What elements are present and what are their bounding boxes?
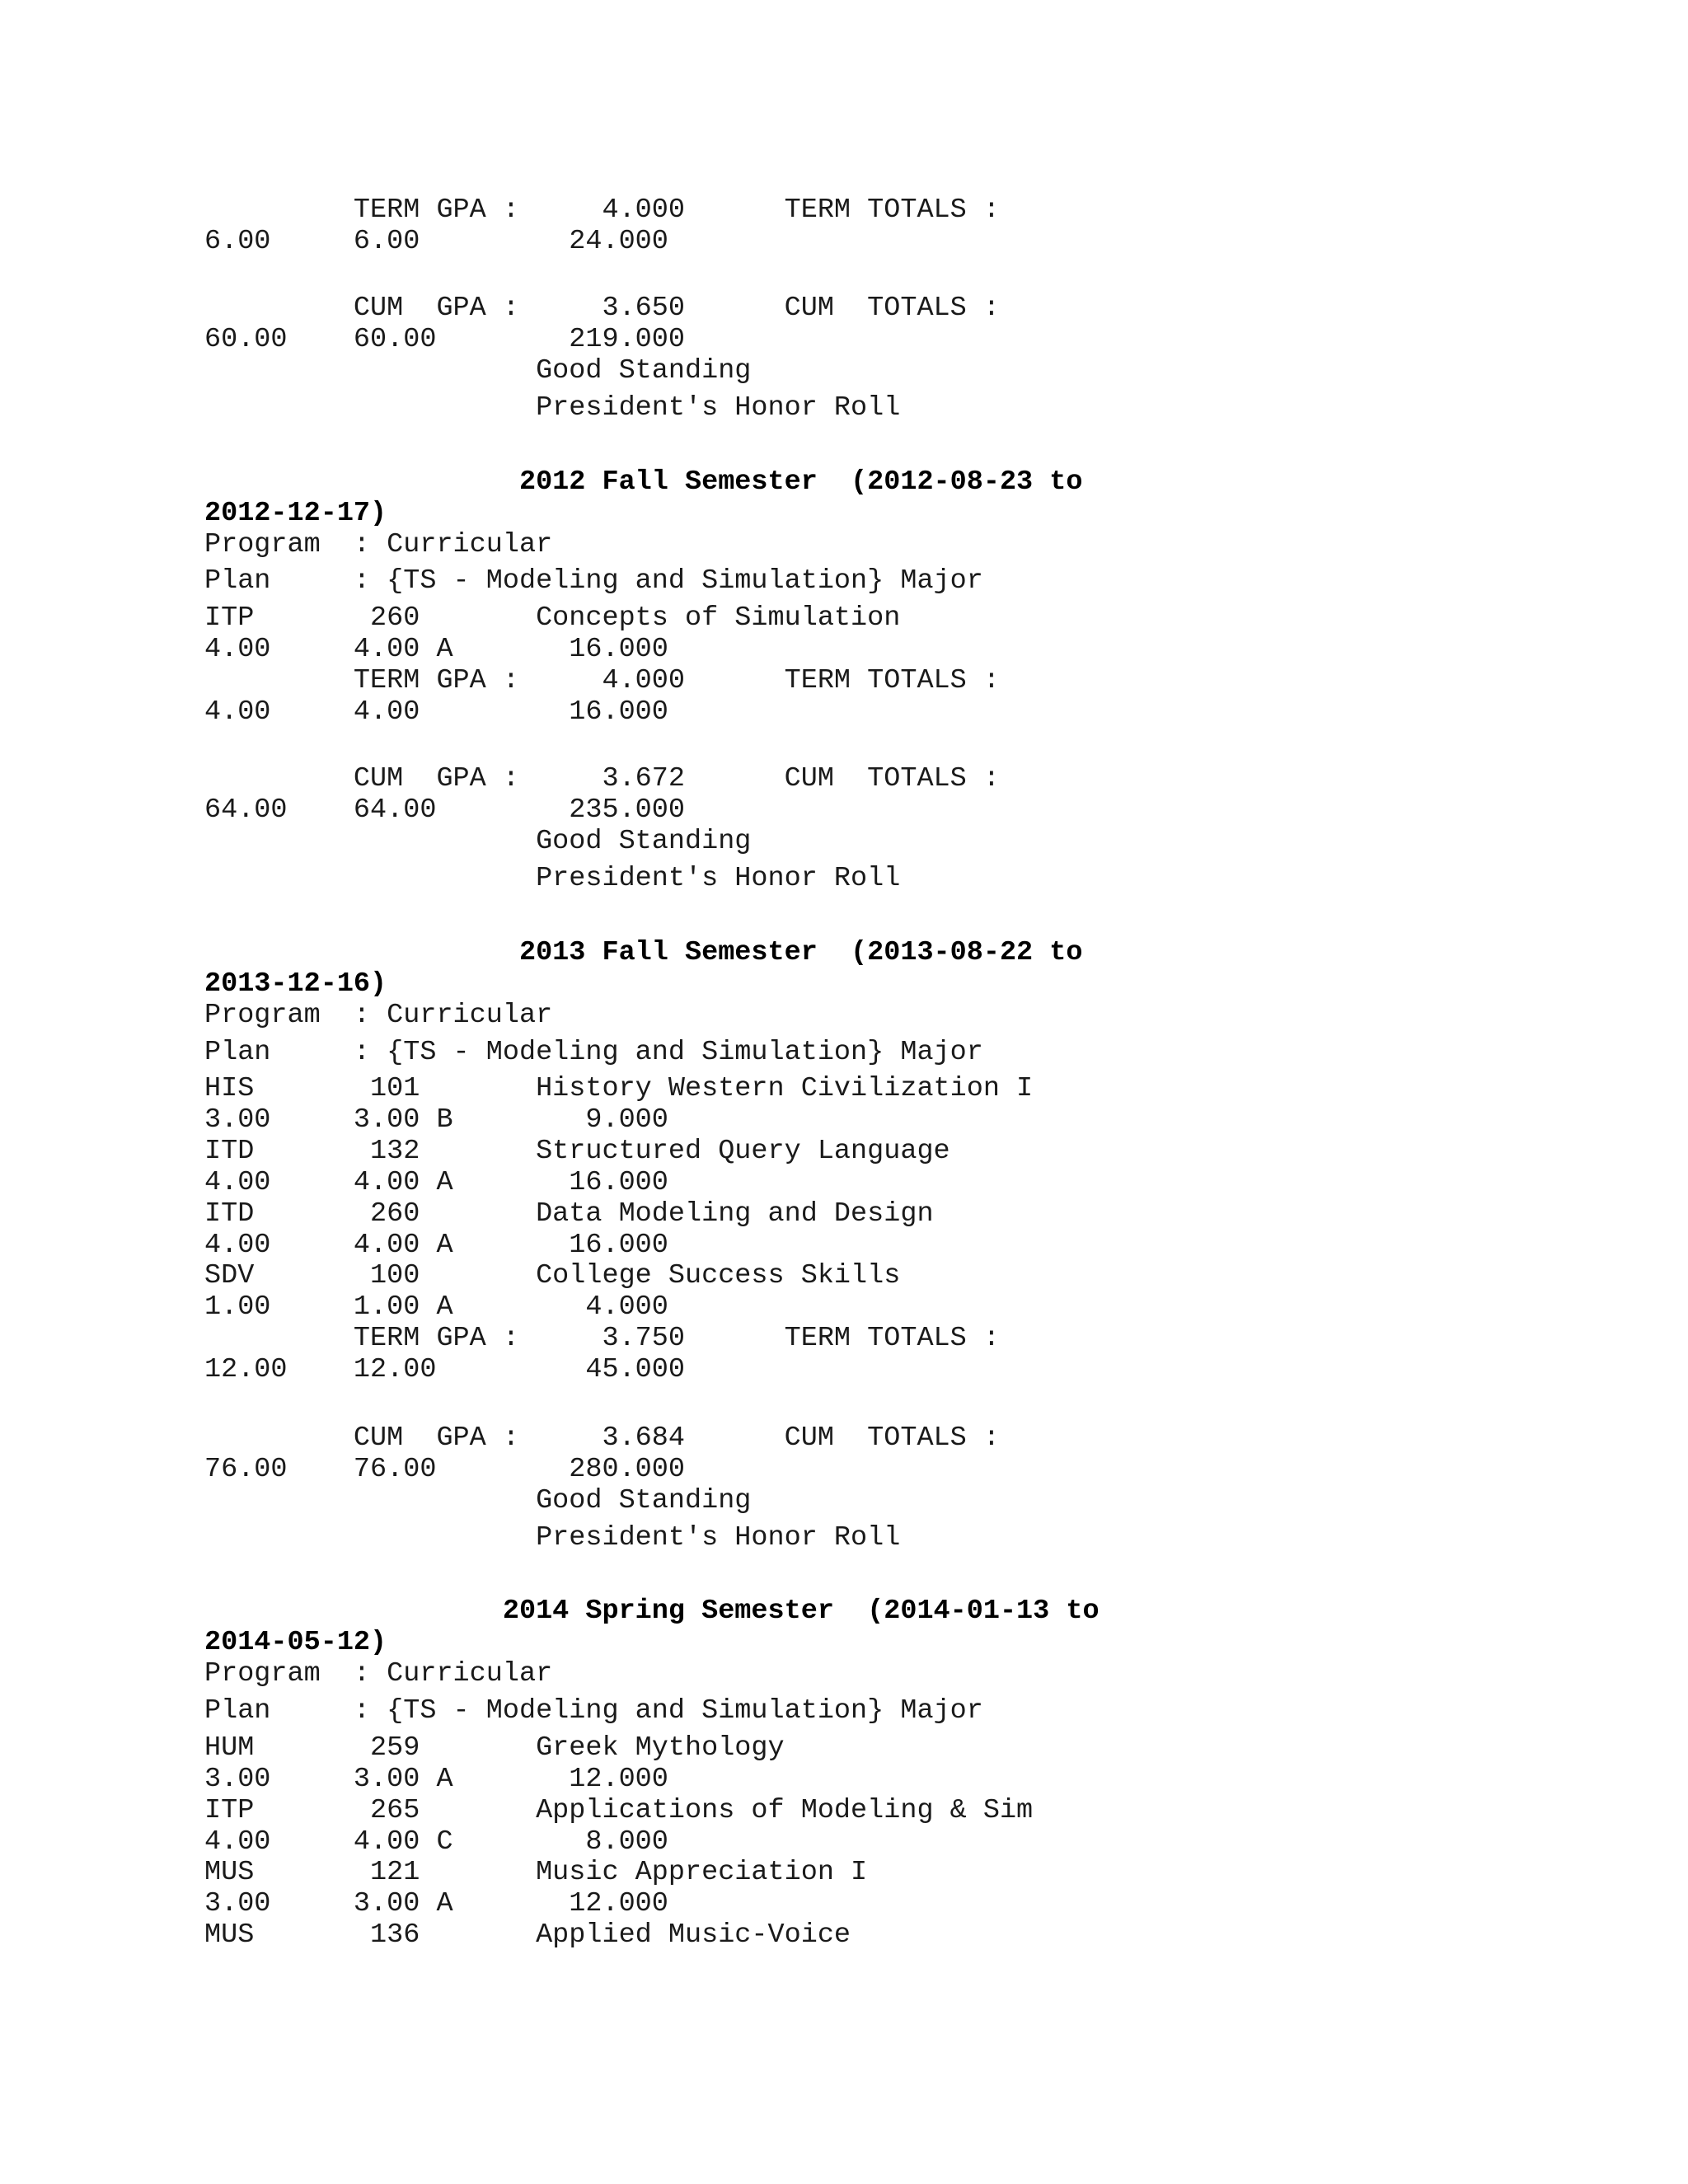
term-totals-values: 4.00 4.00 16.000: [204, 696, 668, 728]
term-heading: 2013 Fall Semester (2013-08-22 to: [204, 937, 1083, 968]
term-heading: 2012 Fall Semester (2012-08-23 to: [204, 466, 1083, 498]
term-totals-values: 12.00 12.00 45.000: [204, 1354, 685, 1385]
standing-line: Good Standing: [204, 1485, 752, 1516]
course-line: HIS 101 History Western Civilization I: [204, 1073, 1034, 1104]
term-gpa-line: TERM GPA : 4.000 TERM TOTALS :: [204, 194, 1000, 226]
cum-totals-values: 60.00 60.00 219.000: [204, 324, 685, 355]
course-line: SDV 100 College Success Skills: [204, 1260, 901, 1291]
term-heading: 2014 Spring Semester (2014-01-13 to: [204, 1596, 1100, 1627]
cum-totals-values: 64.00 64.00 235.000: [204, 794, 685, 826]
term-gpa-line: TERM GPA : 4.000 TERM TOTALS :: [204, 665, 1000, 696]
course-line: ITP 265 Applications of Modeling & Sim: [204, 1795, 1034, 1826]
honor-line: President's Honor Roll: [204, 392, 901, 424]
program-line: Program : Curricular: [204, 529, 553, 560]
course-grade-line: 3.00 3.00 B 9.000: [204, 1104, 668, 1136]
program-line: Program : Curricular: [204, 1658, 553, 1690]
course-grade-line: 4.00 4.00 A 16.000: [204, 1230, 668, 1261]
cum-gpa-line: CUM GPA : 3.684 CUM TOTALS :: [204, 1422, 1000, 1454]
course-grade-line: 4.00 4.00 A 16.000: [204, 1167, 668, 1198]
course-grade-line: 4.00 4.00 A 16.000: [204, 634, 668, 665]
term-heading-end-date: 2014-05-12): [204, 1627, 387, 1658]
plan-line: Plan : {TS - Modeling and Simulation} Major: [204, 1037, 983, 1068]
honor-line: President's Honor Roll: [204, 863, 901, 894]
term-heading-end-date: 2012-12-17): [204, 498, 387, 529]
course-grade-line: 3.00 3.00 A 12.000: [204, 1888, 668, 1919]
standing-line: Good Standing: [204, 355, 752, 387]
course-grade-line: 1.00 1.00 A 4.000: [204, 1291, 668, 1323]
course-line: ITD 260 Data Modeling and Design: [204, 1198, 934, 1230]
term-gpa-line: TERM GPA : 3.750 TERM TOTALS :: [204, 1323, 1000, 1354]
cum-gpa-line: CUM GPA : 3.672 CUM TOTALS :: [204, 763, 1000, 794]
course-grade-line: 3.00 3.00 A 12.000: [204, 1764, 668, 1795]
program-line: Program : Curricular: [204, 1000, 553, 1031]
standing-line: Good Standing: [204, 826, 752, 857]
cum-gpa-line: CUM GPA : 3.650 CUM TOTALS :: [204, 293, 1000, 324]
course-line: HUM 259 Greek Mythology: [204, 1732, 785, 1764]
honor-line: President's Honor Roll: [204, 1522, 901, 1554]
course-grade-line: 4.00 4.00 C 8.000: [204, 1826, 668, 1858]
course-line: ITP 260 Concepts of Simulation: [204, 602, 901, 634]
term-totals-values: 6.00 6.00 24.000: [204, 226, 668, 257]
term-heading-end-date: 2013-12-16): [204, 968, 387, 1000]
course-line: ITD 132 Structured Query Language: [204, 1136, 950, 1167]
plan-line: Plan : {TS - Modeling and Simulation} Major: [204, 565, 983, 597]
course-line: MUS 136 Applied Music-Voice: [204, 1919, 851, 1951]
course-line: MUS 121 Music Appreciation I: [204, 1857, 868, 1888]
plan-line: Plan : {TS - Modeling and Simulation} Major: [204, 1695, 983, 1727]
cum-totals-values: 76.00 76.00 280.000: [204, 1454, 685, 1485]
